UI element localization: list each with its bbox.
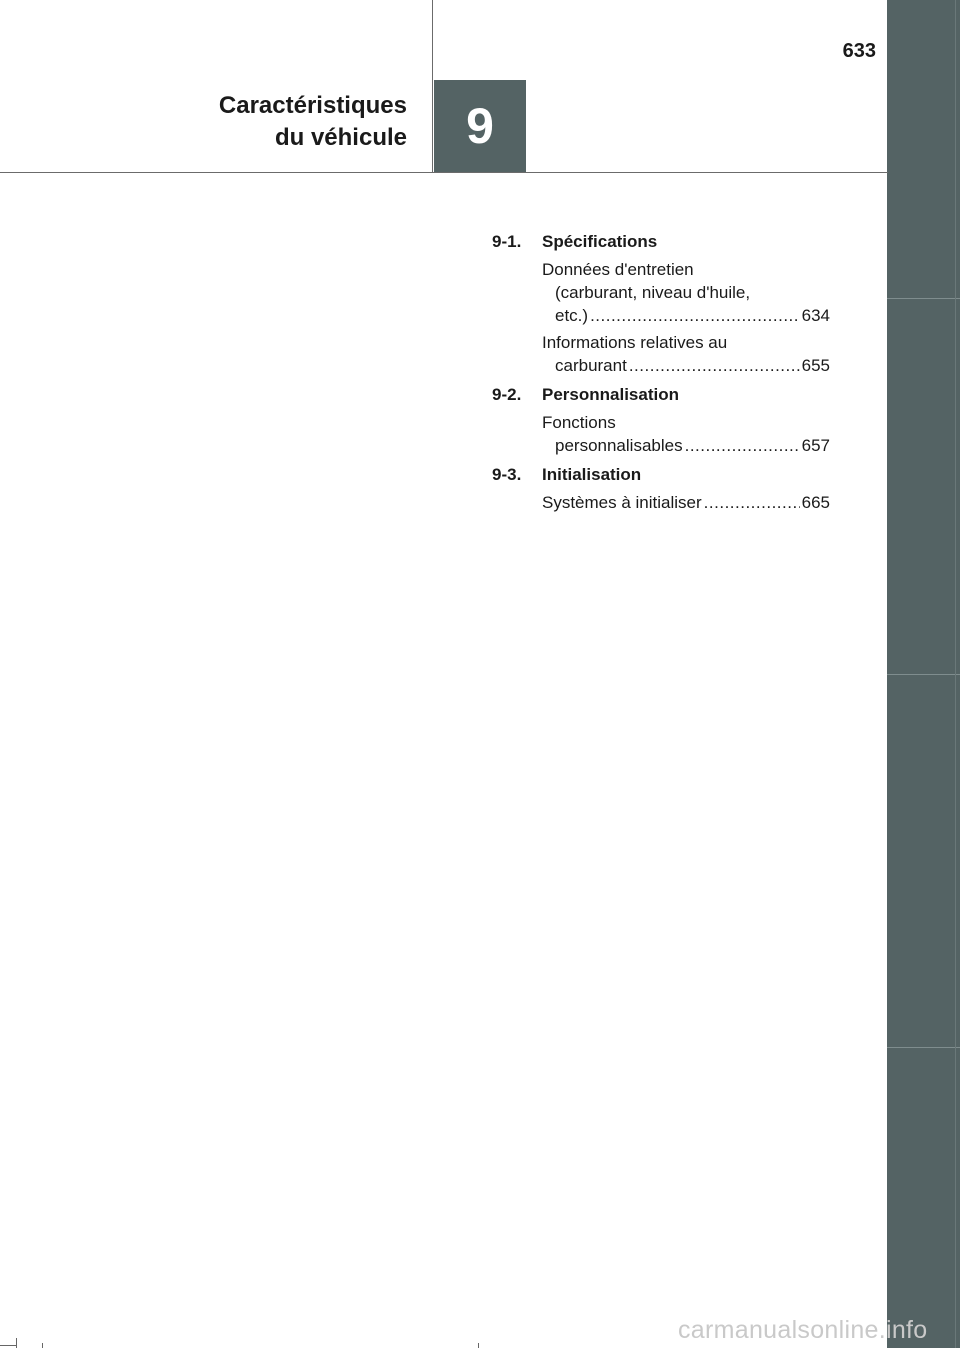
leader-dots [629,354,800,377]
entry-line: Fonctions [542,413,616,432]
chapter-title-line-2: du véhicule [274,124,407,151]
chapter-number-box: 9 [434,80,526,172]
entry-line: (carburant, niveau d'huile, [555,283,751,302]
crop-mark [478,1343,479,1348]
entry-line: etc.) [555,306,589,325]
entry-page-number: 657 [801,436,830,455]
toc-section-9-2 [492,383,830,457]
leader-dots [704,491,800,514]
crop-mark [887,1047,960,1048]
entry-line: Informations relatives au [542,333,728,352]
crop-mark [16,1338,17,1348]
chapter-title [219,90,407,154]
table-of-contents [492,230,830,520]
crop-mark [955,0,956,1348]
crop-mark [0,1345,16,1346]
crop-mark [887,674,960,675]
toc-entry[interactable] [542,258,830,327]
entry-page-number: 655 [801,356,830,375]
toc-section-9-3 [492,463,830,514]
leader-dots [685,434,800,457]
entry-line: carburant [555,356,627,375]
section-number: 9-1. [492,232,522,251]
chapter-title-line-1: Caractéristiques [218,92,407,119]
toc-section-heading[interactable] [492,230,830,254]
toc-entry[interactable] [542,411,830,457]
leader-dots [590,304,800,327]
crop-mark [887,298,960,299]
entry-page-number: 634 [801,306,830,325]
crop-mark [42,1343,43,1348]
entry-line: Données d'entretien [542,260,694,279]
entry-line: Systèmes à initialiser [542,493,702,512]
section-title: Initialisation [542,465,642,484]
toc-entry[interactable] [542,331,830,377]
section-title: Personnalisation [542,385,679,404]
section-title: Spécifications [542,232,658,251]
header-divider-vertical [432,0,433,172]
header-divider-horizontal [0,172,888,173]
page-number: 633 [842,40,876,62]
section-number: 9-2. [492,385,522,404]
toc-section-9-1 [492,230,830,377]
entry-line: personnalisables [555,436,683,455]
entry-page-number: 665 [801,493,830,512]
toc-section-heading[interactable] [492,463,830,487]
watermark: carmanualsonline.info [678,1316,928,1344]
toc-entry[interactable] [542,491,830,514]
section-number: 9-3. [492,465,522,484]
toc-section-heading[interactable] [492,383,830,407]
